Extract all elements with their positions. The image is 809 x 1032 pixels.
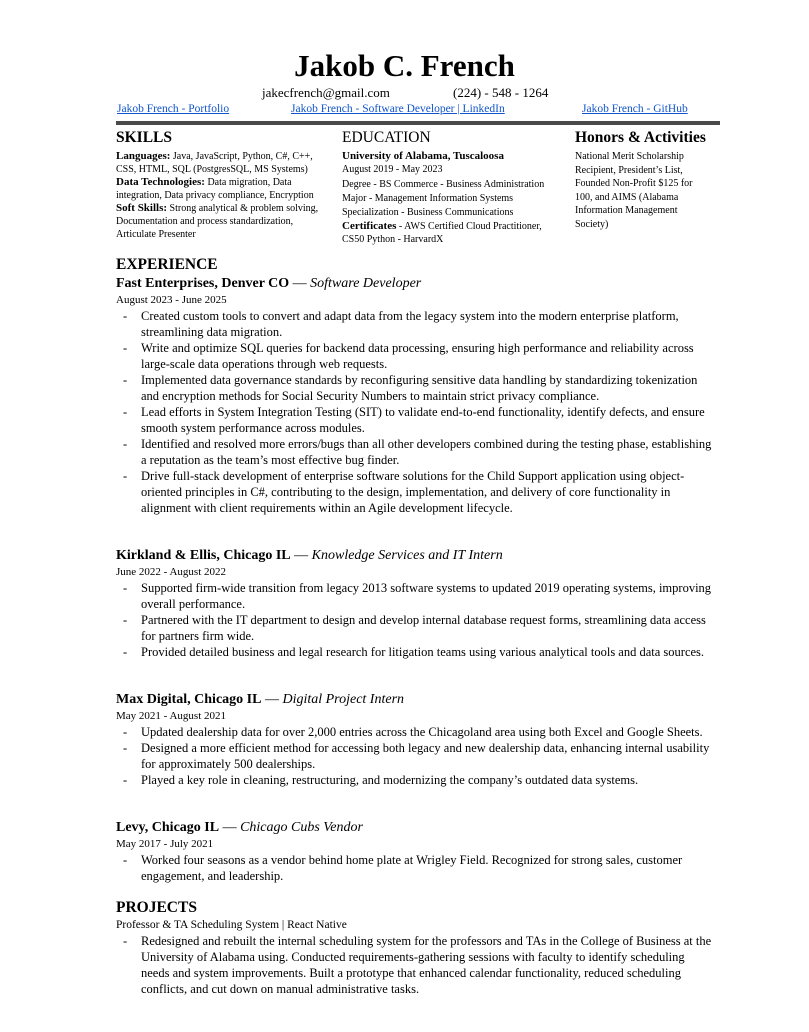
job-org: Levy, Chicago IL xyxy=(116,820,220,835)
bullet-item: - Created custom tools to convert and adapt data from the legacy system into the modern enterprise platform, streamlining data migration. xyxy=(116,308,716,340)
github-link[interactable]: Jakob French - GitHub xyxy=(582,103,688,115)
certificates-label: Certificates xyxy=(342,220,397,232)
degree: Degree - BS Commerce - Business Administration xyxy=(342,179,545,190)
bullet-item: - Identified and resolved more errors/bugs than all other developers combined during the testing phase, establishing a reputation as the team’s most effective bug finder. xyxy=(116,436,716,468)
bullet-item: - Supported firm-wide transition from legacy 2013 software systems to updated 2019 operating systems, improving overall performance. xyxy=(116,580,716,612)
portfolio-link[interactable]: Jakob French - Portfolio xyxy=(117,103,230,115)
job-sep: — xyxy=(261,692,283,707)
email[interactable]: jakecfrench@gmail.com xyxy=(262,85,390,100)
data-tech-text: Data migration, Data xyxy=(207,177,292,188)
job-bullets xyxy=(116,308,716,516)
job-sep: — xyxy=(290,548,312,563)
education-column xyxy=(342,128,570,246)
job-bullets xyxy=(116,724,716,788)
profile-links xyxy=(0,101,809,117)
header-divider xyxy=(116,121,720,125)
honors-line: Recipient, President’s List, xyxy=(575,164,683,176)
job-bullets xyxy=(116,852,716,884)
job-bullets xyxy=(116,580,716,660)
phone: (224) - 548 - 1264 xyxy=(453,85,549,100)
job-fast-enterprises xyxy=(116,275,716,516)
job-role: Digital Project Intern xyxy=(282,692,405,707)
job-role: Knowledge Services and IT Intern xyxy=(311,548,503,563)
job-dates: May 2017 - July 2021 xyxy=(116,838,214,850)
honors-column xyxy=(575,128,725,231)
bullet-item: - Designed a more efficient method for accessing both legacy and new dealership data, enhancing internal usability for approximately 500 dealerships. xyxy=(116,740,716,772)
school-dates: August 2019 - May 2023 xyxy=(342,164,443,175)
projects-heading: PROJECTS xyxy=(116,899,197,916)
data-tech-label: Data Technologies: xyxy=(116,176,205,188)
bullet-item: - Lead efforts in System Integration Testing (SIT) to validate end-to-end functionality, identify defects, and ensure smooth system performance across modules. xyxy=(116,404,716,436)
honors-line: 100, and AIMS (Alabama xyxy=(575,191,679,203)
school-name: University of Alabama, Tuscaloosa xyxy=(342,150,504,162)
languages-text-2: CSS, HTML, SQL (PostgresSQL, MS Systems) xyxy=(116,164,308,175)
data-tech-text-2: integration, Data privacy compliance, Encryption xyxy=(116,190,314,201)
skills-column xyxy=(116,128,338,241)
job-kirkland-ellis xyxy=(116,547,716,660)
bullet-item: - Drive full-stack development of enterprise software solutions for the Child Support application using object-oriented principles in C#, contributing to the design, implementation, and delivery of core functionality in alignment with client requirements within an Agile development lifecycle. xyxy=(116,468,716,516)
project-title: Professor & TA Scheduling System | React Native xyxy=(116,919,347,931)
job-org: Fast Enterprises, Denver CO xyxy=(116,276,290,291)
linkedin-link[interactable]: Jakob French - Software Developer | LinkedIn xyxy=(291,103,505,115)
education-heading: EDUCATION xyxy=(342,129,431,146)
soft-skills-label: Soft Skills: xyxy=(116,202,168,214)
bullet-item: - Write and optimize SQL queries for backend data processing, ensuring high performance and reliability across large-scale data operations through web requests. xyxy=(116,340,716,372)
certificates-text: - AWS Certified Cloud Practitioner, xyxy=(396,221,542,232)
project-scheduling-system xyxy=(116,918,716,997)
job-max-digital xyxy=(116,691,716,788)
honors-heading: Honors & Activities xyxy=(575,129,706,146)
job-sep: — xyxy=(219,820,241,835)
project-bullets xyxy=(116,933,716,997)
job-dates: May 2021 - August 2021 xyxy=(116,710,226,722)
bullet-item: - Played a key role in cleaning, restructuring, and modernizing the company’s outdated data systems. xyxy=(116,772,716,788)
honors-line: Founded Non-Profit $125 for xyxy=(575,178,693,189)
candidate-name: Jakob C. French xyxy=(294,48,515,83)
specialization: Specialization - Business Communications xyxy=(342,207,514,218)
job-role: Chicago Cubs Vendor xyxy=(240,820,363,835)
skills-heading: SKILLS xyxy=(116,129,173,146)
job-dates: August 2023 - June 2025 xyxy=(116,294,227,306)
honors-line: National Merit Scholarship xyxy=(575,151,684,162)
job-role: Software Developer xyxy=(310,276,422,291)
job-dates: June 2022 - August 2022 xyxy=(116,566,226,578)
honors-line: Information Management xyxy=(575,205,678,216)
bullet-item: - Provided detailed business and legal research for litigation teams using various analytical tools and data sources. xyxy=(116,644,716,660)
languages-text: Java, JavaScript, Python, C#, C++, xyxy=(172,151,313,162)
soft-skills-text: Strong analytical & problem solving, xyxy=(169,203,319,214)
languages-label: Languages: xyxy=(116,150,171,162)
soft-skills-text-2: Documentation and process standardization, xyxy=(116,216,294,227)
experience-heading: EXPERIENCE xyxy=(116,256,218,273)
bullet-item: - Partnered with the IT department to design and develop internal database request forms, streamlining data access for partners firm wide. xyxy=(116,612,716,644)
job-levy xyxy=(116,819,716,884)
major: Major - Management Information Systems xyxy=(342,193,514,204)
certificates-text-2: CS50 Python - HarvardX xyxy=(342,234,444,245)
bullet-item: - Worked four seasons as a vendor behind home plate at Wrigley Field. Recognized for strong sales, customer engagement, and leadership. xyxy=(116,852,716,884)
job-org: Kirkland & Ellis, Chicago IL xyxy=(116,548,291,563)
bullet-item: - Implemented data governance standards by reconfiguring sensitive data handling by standardizing tokenization and encryption methods for Social Security Numbers to maintain strict privacy compliance. xyxy=(116,372,716,404)
bullet-item: - Updated dealership data for over 2,000 entries across the Chicagoland area using both Excel and Google Sheets. xyxy=(116,724,716,740)
soft-skills-text-3: Articulate Presenter xyxy=(116,229,196,240)
honors-line: Society) xyxy=(575,218,609,230)
bullet-item: - Redesigned and rebuilt the internal scheduling system for the professors and TAs in the College of Business at the University of Alabama using. Conducted requirements-gathering sessions with faculty to identify scheduling needs and system improvements. Built a prototype that enhanced calendar functionality, reduced scheduling conflicts, and cut down on manual administrative tasks. xyxy=(116,933,716,997)
job-org: Max Digital, Chicago IL xyxy=(116,692,262,707)
job-sep: — xyxy=(289,276,311,291)
contact-line xyxy=(0,85,809,101)
